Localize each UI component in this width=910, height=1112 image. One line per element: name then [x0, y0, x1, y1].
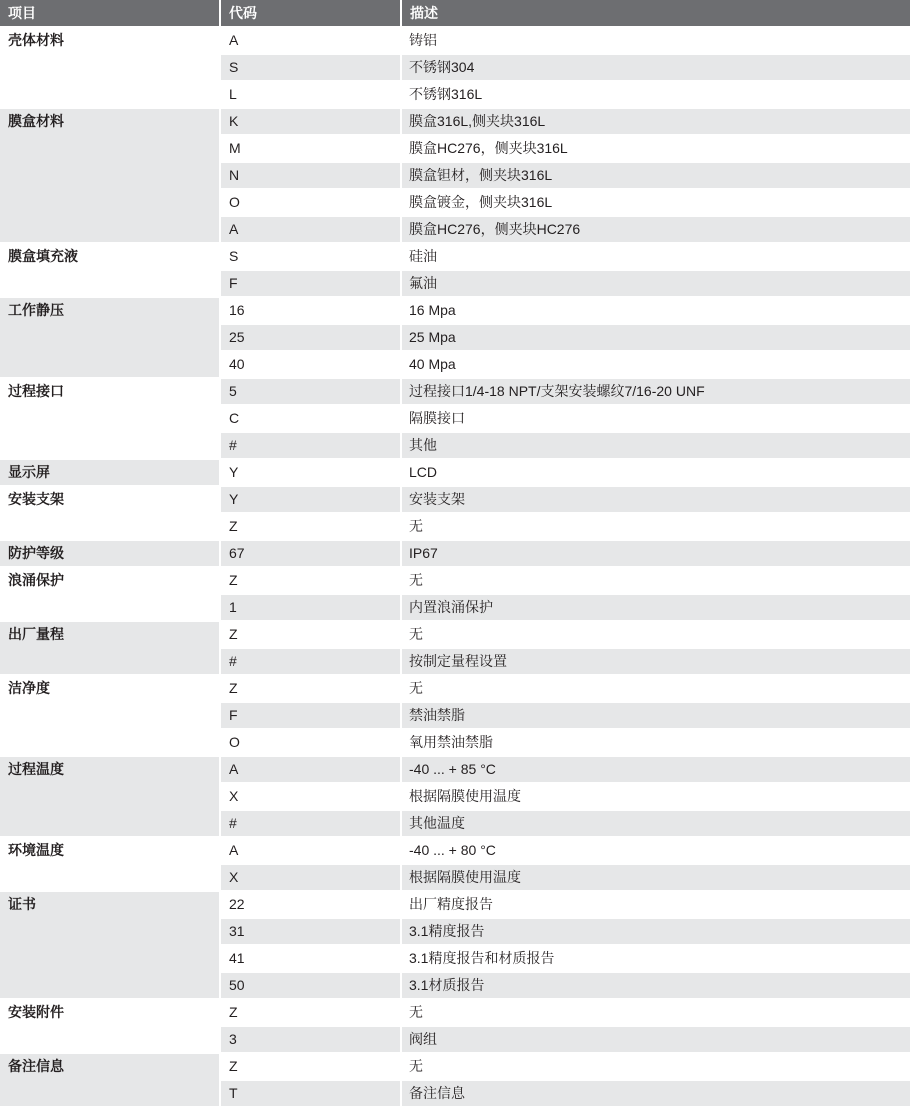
code-cell: 67	[221, 541, 400, 566]
code-cell: 50	[221, 973, 400, 998]
desc-cell: 根据隔膜使用温度	[402, 865, 910, 890]
table-row	[219, 647, 910, 674]
code-cell: 41	[229, 950, 245, 966]
group-rows	[219, 28, 910, 107]
desc-cell: 过程接口1/4-18 NPT/支架安装螺纹7/16-20 UNF	[402, 379, 910, 404]
table-row	[219, 431, 910, 458]
desc-cell: 不锈钢316L	[409, 86, 483, 102]
group-name: 防护等级	[0, 541, 219, 566]
code-cell: A	[221, 217, 400, 242]
code-cell: A	[221, 757, 400, 782]
desc-cell: 安装支架	[402, 487, 910, 512]
table-row	[219, 809, 910, 836]
table-group	[0, 26, 910, 107]
desc-cell: 16 Mpa	[409, 302, 456, 318]
table-row	[219, 379, 910, 404]
desc-cell: 膜盒钽材，侧夹块316L	[402, 163, 910, 188]
table-row	[219, 593, 910, 620]
group-name: 备注信息	[0, 1054, 219, 1106]
code-cell: X	[221, 865, 400, 890]
code-cell: Z	[229, 518, 238, 534]
code-cell: #	[221, 649, 400, 674]
group-name: 证书	[0, 892, 219, 998]
desc-cell: 备注信息	[402, 1081, 910, 1106]
table-group	[0, 458, 910, 485]
desc-cell: 不锈钢304	[402, 55, 910, 80]
desc-cell: 出厂精度报告	[409, 896, 493, 912]
desc-cell: 3.1精度报告和材质报告	[409, 950, 555, 966]
table-row	[219, 892, 910, 917]
code-cell: X	[229, 788, 239, 804]
table-row	[219, 460, 910, 485]
table-row	[219, 757, 910, 782]
code-cell: O	[229, 734, 240, 750]
code-cell: 31	[221, 919, 400, 944]
group-rows	[219, 487, 910, 539]
code-cell: Z	[229, 1058, 238, 1074]
group-rows	[219, 541, 910, 566]
group-rows	[219, 460, 910, 485]
table-row	[219, 80, 910, 107]
code-cell: #	[221, 811, 400, 836]
code-cell: Z	[229, 572, 238, 588]
code-cell: L	[229, 86, 237, 102]
table-row	[219, 188, 910, 215]
group-name: 过程接口	[8, 383, 64, 399]
code-cell: S	[221, 55, 400, 80]
code-cell: T	[221, 1081, 400, 1106]
desc-cell: 无	[409, 626, 423, 642]
desc-cell: 内置浪涌保护	[402, 595, 910, 620]
table-row	[219, 269, 910, 296]
group-name: 环境温度	[8, 842, 64, 858]
group-rows	[219, 757, 910, 836]
group-rows	[219, 244, 910, 296]
table-group	[0, 377, 910, 458]
code-cell: K	[221, 109, 400, 134]
table-row	[219, 701, 910, 728]
group-name: 壳体材料	[8, 32, 64, 48]
table-row	[219, 215, 910, 242]
table-row	[219, 1025, 910, 1052]
table-row	[219, 1054, 910, 1079]
desc-cell: 膜盒HC276，侧夹块HC276	[402, 217, 910, 242]
desc-cell: 氟油	[402, 271, 910, 296]
code-cell: M	[229, 140, 241, 156]
code-cell: Z	[229, 1004, 238, 1020]
desc-cell: 无	[409, 518, 423, 534]
group-name: 安装支架	[8, 491, 64, 507]
table-group	[0, 485, 910, 539]
group-rows	[219, 1054, 910, 1106]
desc-cell: 无	[409, 1004, 423, 1020]
desc-cell: 隔膜接口	[409, 410, 465, 426]
desc-cell: 25 Mpa	[402, 325, 910, 350]
code-cell: A	[229, 842, 239, 858]
group-rows	[219, 568, 910, 620]
code-cell: 22	[229, 896, 245, 912]
desc-cell: 按制定量程设置	[402, 649, 910, 674]
header-code: 代码	[221, 0, 400, 26]
table-row	[219, 350, 910, 377]
group-name: 工作静压	[0, 298, 219, 377]
group-name: 过程温度	[0, 757, 219, 836]
code-cell: C	[229, 410, 240, 426]
desc-cell: LCD	[409, 464, 438, 480]
group-rows	[219, 676, 910, 755]
code-cell: Z	[229, 626, 238, 642]
desc-cell: 40 Mpa	[409, 356, 456, 372]
table-header	[0, 0, 910, 26]
table-row	[219, 53, 910, 80]
desc-cell: 无	[409, 1058, 423, 1074]
desc-cell: IP67	[402, 541, 910, 566]
table-group	[0, 566, 910, 620]
code-cell: 1	[221, 595, 400, 620]
desc-cell: 3.1材质报告	[402, 973, 910, 998]
table-group	[0, 998, 910, 1052]
code-cell: 16	[229, 302, 245, 318]
table-row	[219, 244, 910, 269]
table-group	[0, 836, 910, 890]
group-name: 显示屏	[0, 460, 219, 485]
table-row	[219, 404, 910, 431]
table-group	[0, 539, 910, 566]
table-row	[219, 863, 910, 890]
desc-cell: 膜盒HC276，侧夹块316L	[409, 140, 568, 156]
table-row	[219, 917, 910, 944]
table-row	[219, 1000, 910, 1025]
table-row	[219, 782, 910, 809]
desc-cell: 铸铝	[409, 32, 437, 48]
group-rows	[219, 838, 910, 890]
desc-cell: 根据隔膜使用温度	[409, 788, 521, 804]
table-row	[219, 298, 910, 323]
code-cell: N	[221, 163, 400, 188]
table-row	[219, 1079, 910, 1106]
group-rows	[219, 1000, 910, 1052]
code-cell: F	[221, 703, 400, 728]
table-row	[219, 323, 910, 350]
group-rows	[219, 379, 910, 458]
table-body	[0, 26, 910, 1106]
table-row	[219, 512, 910, 539]
group-rows	[219, 298, 910, 377]
group-name: 安装附件	[8, 1004, 64, 1020]
table-group	[0, 755, 910, 836]
code-cell: Z	[229, 680, 238, 696]
group-name: 洁净度	[8, 680, 50, 696]
desc-cell: 3.1精度报告	[402, 919, 910, 944]
table-row	[219, 134, 910, 161]
code-cell: 3	[221, 1027, 400, 1052]
table-row	[219, 161, 910, 188]
code-cell: 5	[221, 379, 400, 404]
desc-cell: 无	[409, 680, 423, 696]
group-rows	[219, 892, 910, 998]
code-cell: S	[229, 248, 239, 264]
desc-cell: 无	[409, 572, 423, 588]
table-row	[219, 109, 910, 134]
table-group	[0, 890, 910, 998]
desc-cell: 其他	[402, 433, 910, 458]
table-row	[219, 838, 910, 863]
desc-cell: 膜盒镀金，侧夹块316L	[409, 194, 553, 210]
desc-cell: 氧用禁油禁脂	[409, 734, 493, 750]
table-group	[0, 242, 910, 296]
group-name: 浪涌保护	[8, 572, 64, 588]
header-desc: 描述	[402, 0, 910, 26]
code-cell: #	[221, 433, 400, 458]
table-row	[219, 487, 910, 512]
table-row	[219, 728, 910, 755]
table-group	[0, 1052, 910, 1106]
table-row	[219, 28, 910, 53]
code-cell: 25	[221, 325, 400, 350]
desc-cell: 硅油	[409, 248, 437, 264]
table-group	[0, 296, 910, 377]
code-cell: Y	[221, 487, 400, 512]
table-group	[0, 674, 910, 755]
group-name: 出厂量程	[0, 622, 219, 674]
group-rows	[219, 109, 910, 242]
code-cell: 40	[229, 356, 245, 372]
desc-cell: -40 ... + 80 °C	[409, 842, 496, 858]
table-row	[219, 541, 910, 566]
code-cell: O	[229, 194, 240, 210]
table-group	[0, 620, 910, 674]
desc-cell: 禁油禁脂	[402, 703, 910, 728]
table-row	[219, 944, 910, 971]
desc-cell: 膜盒316L,侧夹块316L	[402, 109, 910, 134]
desc-cell: 其他温度	[402, 811, 910, 836]
desc-cell: 阀组	[402, 1027, 910, 1052]
group-name: 膜盒填充液	[8, 248, 78, 264]
table-row	[219, 971, 910, 998]
group-rows	[219, 622, 910, 674]
code-cell: A	[229, 32, 239, 48]
code-cell: Y	[229, 464, 239, 480]
table-row	[219, 676, 910, 701]
table-row	[219, 568, 910, 593]
header-item: 项目	[0, 0, 219, 26]
table-row	[219, 622, 910, 647]
table-group	[0, 107, 910, 242]
desc-cell: -40 ... + 85 °C	[402, 757, 910, 782]
code-cell: F	[221, 271, 400, 296]
group-name: 膜盒材料	[0, 109, 219, 242]
